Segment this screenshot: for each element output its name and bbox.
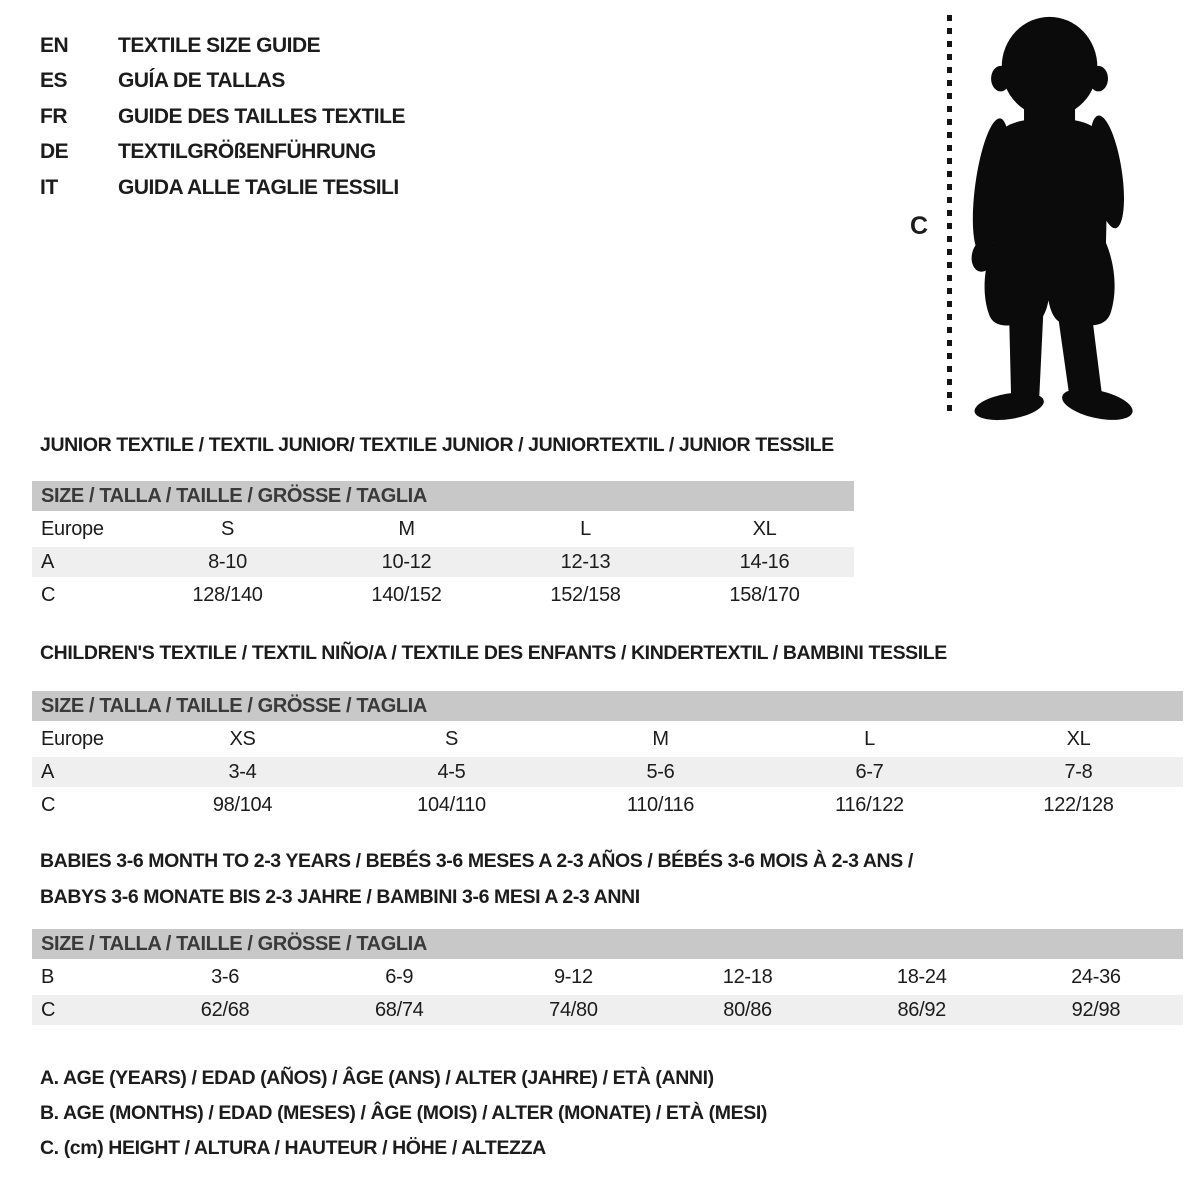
guide-title-it: GUIDA ALLE TAGLIE TESSILI [118, 175, 399, 199]
legend-age-years: A. AGE (YEARS) / EDAD (AÑOS) / ÂGE (ANS) / ALTER (JAHRE) / ETÀ (ANNI) [40, 1067, 714, 1089]
table-row [32, 790, 1183, 820]
language-code: ES [40, 69, 68, 93]
row-label: Europe [41, 517, 104, 540]
section-heading-babies-line1: BABIES 3-6 MONTH TO 2-3 YEARS / BEBÉS 3-6 MESES A 2-3 AÑOS / BÉBÉS 3-6 MOIS À 2-3 ANS / [40, 850, 913, 872]
months-cell: 3-6 [211, 965, 240, 988]
table-row [32, 514, 854, 544]
language-row-es [40, 64, 405, 100]
silhouette-leg-left [1009, 316, 1043, 404]
legend [40, 1061, 767, 1166]
size-cell: L [580, 517, 591, 540]
legend-height-cm: C. (cm) HEIGHT / ALTURA / HAUTEUR / HÖHE / ALTEZZA [40, 1137, 546, 1159]
height-cell: 68/74 [374, 998, 424, 1021]
height-measure-label: C [910, 212, 929, 240]
size-band-header: SIZE / TALLA / TAILLE / GRÖSSE / TAGLIA [32, 929, 1183, 959]
guide-title-en: TEXTILE SIZE GUIDE [118, 33, 321, 57]
babies-size-table [32, 929, 1183, 1025]
height-cell: 110/116 [626, 793, 695, 816]
toddler-silhouette [956, 10, 1142, 422]
language-code: FR [40, 104, 67, 128]
size-cell: XL [752, 517, 777, 540]
guide-title-es: GUÍA DE TALLAS [118, 69, 285, 93]
table-row [32, 995, 1183, 1025]
height-cell: 140/152 [371, 583, 442, 606]
months-cell: 6-9 [385, 965, 414, 988]
age-cell: 4-5 [437, 760, 466, 783]
legend-age-months: B. AGE (MONTHS) / EDAD (MESES) / ÂGE (MOIS) / ALTER (MONATE) / ETÀ (MESI) [40, 1102, 767, 1124]
height-cell: 80/86 [723, 998, 772, 1021]
months-cell: 18-24 [896, 965, 947, 988]
size-cell: M [652, 727, 669, 750]
language-title-list [40, 28, 405, 206]
row-label: Europe [41, 727, 104, 750]
size-cell: M [398, 517, 415, 540]
size-band-header: SIZE / TALLA / TAILLE / GRÖSSE / TAGLIA [32, 691, 1183, 721]
height-cell: 152/158 [550, 583, 621, 606]
height-cell: 104/110 [417, 793, 486, 816]
language-row-fr [40, 99, 405, 135]
row-label: A [41, 760, 55, 783]
age-cell: 14-16 [739, 550, 790, 573]
section-heading-babies [40, 843, 913, 915]
size-band-header: SIZE / TALLA / TAILLE / GRÖSSE / TAGLIA [32, 481, 854, 511]
language-code: DE [40, 140, 69, 164]
size-cell: L [864, 727, 875, 750]
size-cell: XS [229, 727, 256, 750]
height-cell: 128/140 [192, 583, 263, 606]
height-cell: 62/68 [200, 998, 250, 1021]
table-row [32, 724, 1183, 754]
age-cell: 5-6 [646, 760, 675, 783]
months-cell: 24-36 [1071, 965, 1121, 988]
row-label: B [41, 965, 55, 988]
height-cell: 116/122 [835, 793, 904, 816]
silhouette-ear-left [991, 66, 1010, 92]
section-heading-babies-line2: BABYS 3-6 MONATE BIS 2-3 JAHRE / BAMBINI 3-6 MESI A 2-3 ANNI [40, 886, 640, 908]
silhouette-shorts [985, 234, 1115, 326]
junior-size-table [32, 481, 854, 610]
age-cell: 10-12 [381, 550, 432, 573]
language-row-it [40, 170, 405, 206]
height-cell: 158/170 [729, 583, 800, 606]
age-cell: 8-10 [208, 550, 247, 573]
size-cell: XL [1066, 727, 1091, 750]
height-cell: 92/98 [1071, 998, 1121, 1021]
silhouette-ear-right [1089, 66, 1108, 92]
height-measure-dashed-line [947, 15, 952, 415]
language-row-en [40, 28, 405, 64]
guide-title-de: TEXTILGRÖßENFÜHRUNG [118, 140, 376, 164]
guide-title-fr: GUIDE DES TAILLES TEXTILE [118, 104, 405, 128]
table-row [32, 962, 1183, 992]
language-row-de [40, 135, 405, 171]
age-cell: 6-7 [855, 760, 884, 783]
row-label: C [41, 998, 56, 1021]
height-cell: 74/80 [549, 998, 598, 1021]
height-cell: 122/128 [1043, 793, 1114, 816]
table-row [32, 547, 854, 577]
age-cell: 3-4 [228, 760, 257, 783]
height-cell: 98/104 [212, 793, 273, 816]
age-cell: 7-8 [1064, 760, 1093, 783]
row-label: C [41, 583, 56, 606]
section-heading-children: CHILDREN'S TEXTILE / TEXTIL NIÑO/A / TEXTILE DES ENFANTS / KINDERTEXTIL / BAMBINI TESSILE [40, 642, 947, 664]
language-code: EN [40, 33, 69, 57]
table-row [32, 757, 1183, 787]
row-label: C [41, 793, 56, 816]
size-cell: S [220, 517, 235, 540]
height-cell: 86/92 [897, 998, 947, 1021]
row-label: A [41, 550, 55, 573]
months-cell: 9-12 [553, 965, 593, 988]
size-cell: S [444, 727, 459, 750]
language-code: IT [40, 175, 58, 199]
age-cell: 12-13 [560, 550, 611, 573]
table-row [32, 580, 854, 610]
section-heading-junior: JUNIOR TEXTILE / TEXTIL JUNIOR/ TEXTILE JUNIOR / JUNIORTEXTIL / JUNIOR TESSILE [40, 434, 834, 456]
months-cell: 12-18 [722, 965, 773, 988]
children-size-table [32, 691, 1183, 820]
